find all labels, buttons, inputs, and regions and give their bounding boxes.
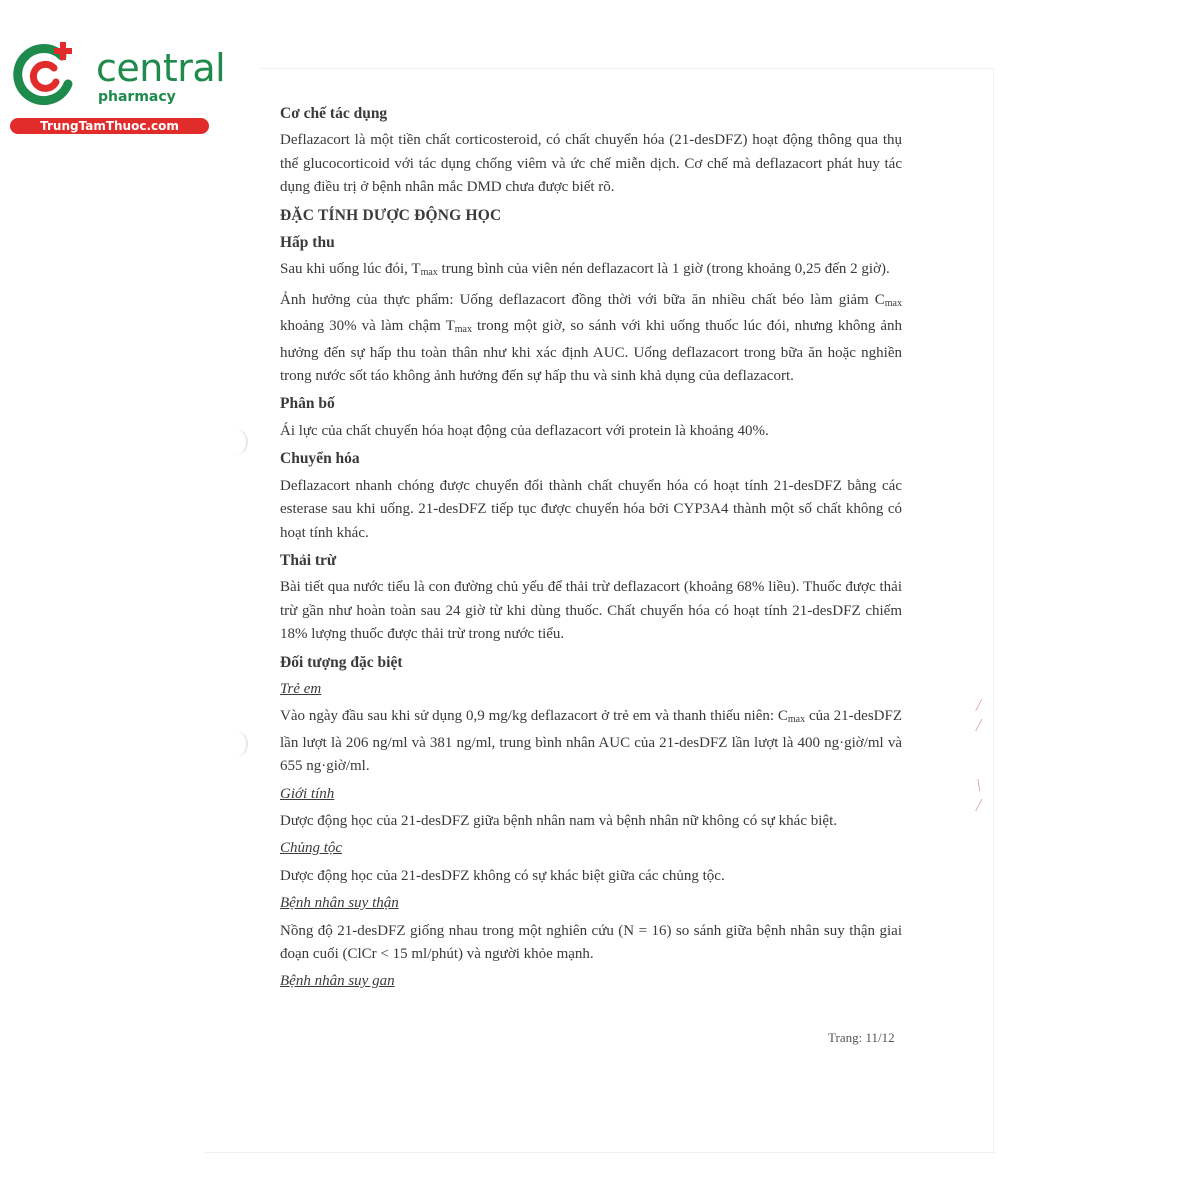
heading-pharmacokinetics: ĐẶC TÍNH DƯỢC ĐỘNG HỌC: [280, 206, 502, 224]
heading-absorption: Hấp thu: [280, 234, 335, 252]
heading-distribution: Phân bố: [280, 395, 335, 413]
page-edge-top: [260, 68, 995, 69]
heading-renal-impairment: Bệnh nhân suy thận: [280, 895, 399, 912]
logo-website: TrungTamThuoc.com: [10, 118, 209, 134]
paragraph-absorption-food: Ảnh hưởng của thực phẩm: Uống deflazacort đồng thời với bữa ăn nhiều chất béo làm giảm $C_{max}$ khoảng 30% và làm chậm $T_{max}$ trong một giờ, so sánh với khi uống thuốc lúc đói, nhưng không ảnh hưởng đến sự hấp thu toàn thân như khi xác định AUC. Uống deflazacort trong bữa ăn hoặc nghiền trong nước sốt táo không ảnh hưởng đến sự hấp thu và sinh khả dụng của deflazacort.: [280, 291, 902, 385]
heading-children: Trẻ em: [280, 680, 322, 697]
paragraph-metabolism: Deflazacort nhanh chóng được chuyển đổi thành chất chuyển hóa có hoạt tính 21-desDFZ bằng các esterase sau khi uống. 21-desDFZ tiếp tục được chuyển hóa bởi CYP3A4 thành một số chất không có hoạt tính khác.: [280, 477, 902, 541]
document-body: [280, 102, 902, 998]
paragraph-mechanism: Deflazacort là một tiền chất corticosteroid, có chất chuyển hóa (21-desDFZ) hoạt động thông qua thụ thể glucocorticoid với tác dụng chống viêm và ức chế miễn dịch. Cơ chế mà deflazacort phát huy tác dụng điều trị ở bệnh nhân mắc DMD chưa được biết rõ.: [280, 132, 902, 196]
page-number: Trang: 11/12: [828, 1030, 895, 1045]
page-edge-bottom: [205, 1152, 995, 1153]
paragraph-children: Vào ngày đầu sau khi sử dụng 0,9 mg/kg deflazacort ở trẻ em và thanh thiếu niên: $C_{max}$ của 21-desDFZ lần lượt là 206 ng/ml và 381 ng/ml, trung bình nhân AUC của 21-desDFZ lần lượt là 400 ng·giờ/ml và 655 ng·giờ/ml.: [280, 708, 902, 775]
logo-subtitle: pharmacy: [98, 89, 176, 105]
heading-special-populations: Đối tượng đặc biệt: [280, 653, 403, 671]
paragraph-absorption-1: Sau khi uống lúc đói, $T_{max}$ trung bình của viên nén deflazacort là 1 giờ (trong khoảng 0,25 đến 2 giờ).: [280, 261, 890, 279]
paragraph-race: Dược động học của 21-desDFZ không có sự khác biệt giữa các chủng tộc.: [280, 867, 725, 884]
punch-hole-mark: [224, 730, 248, 758]
punch-hole-mark: [224, 428, 248, 456]
stamp-fragment: \ /: [976, 775, 982, 815]
pharmacy-logo[interactable]: [10, 38, 226, 138]
heading-mechanism: Cơ chế tác dụng: [280, 105, 388, 122]
heading-metabolism: Chuyển hóa: [280, 450, 360, 468]
heading-hepatic-impairment: Bệnh nhân suy gan: [280, 973, 395, 990]
page-edge-right: [993, 68, 994, 1153]
paragraph-distribution: Ái lực của chất chuyển hóa hoạt động của deflazacort với protein là khoảng 40%.: [280, 422, 769, 439]
paragraph-renal-impairment: Nồng độ 21-desDFZ giống nhau trong một nghiên cứu (N = 16) so sánh giữa bệnh nhân suy thận giai đoạn cuối (ClCr < 15 ml/phút) và người khỏe mạnh.: [280, 922, 902, 962]
stamp-fragment: / /: [976, 695, 982, 735]
heading-elimination: Thải trừ: [280, 551, 337, 569]
paragraph-gender: Dược động học của 21-desDFZ giữa bệnh nhân nam và bệnh nhân nữ không có sự khác biệt.: [280, 812, 837, 829]
logo-name: central: [96, 46, 226, 90]
logo-mark-icon: [10, 38, 82, 110]
heading-race: Chủng tộc: [280, 840, 343, 857]
paragraph-elimination: Bài tiết qua nước tiểu là con đường chủ yếu để thải trừ deflazacort (khoảng 68% liều). Thuốc được thải trừ gần như hoàn toàn sau 24 giờ từ khi dùng thuốc. Chất chuyển hóa có hoạt tính 21-desDFZ chiếm 18% lượng thuốc được thải trừ trong nước tiểu.: [280, 579, 902, 643]
heading-gender: Giới tính: [280, 785, 335, 802]
